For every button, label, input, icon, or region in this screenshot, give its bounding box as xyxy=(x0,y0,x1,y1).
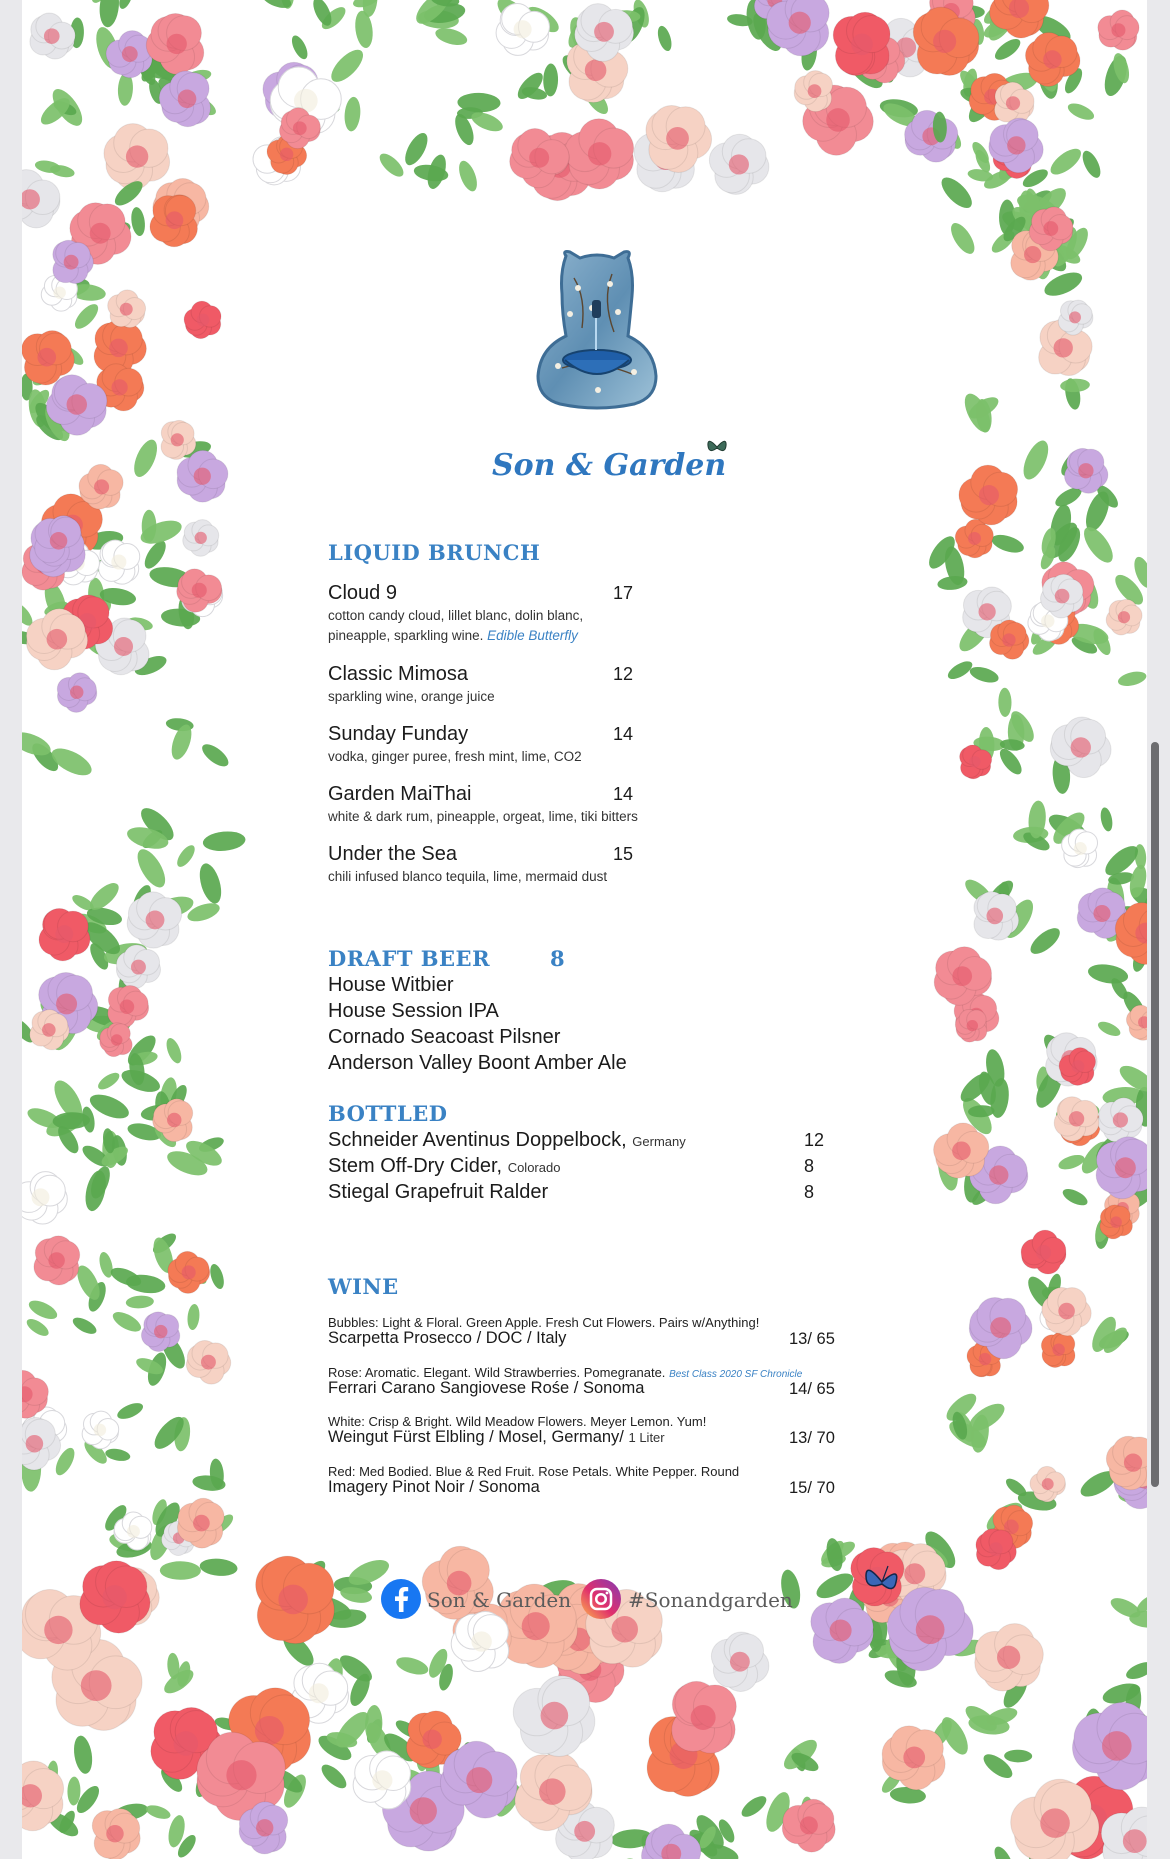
wine-size: 1 Liter xyxy=(628,1430,665,1445)
item-desc-under-the-sea: chili infused blanco tequila, lime, mermaid dust xyxy=(328,869,608,884)
item-price-cloud-9: 17 xyxy=(613,583,634,603)
butterfly-icon xyxy=(860,1560,904,1600)
facebook-handle: Son & Garden xyxy=(427,1588,572,1612)
bottled-item-price: 12 xyxy=(804,1130,825,1150)
wine-name: Imagery Pinot Noir / Sonoma xyxy=(328,1478,540,1496)
wine-desc xyxy=(328,1365,802,1380)
instagram-handle: #Sonandgarden xyxy=(628,1588,793,1612)
wine-price: 13/ 65 xyxy=(789,1330,835,1348)
bottled-item-origin: Colorado xyxy=(507,1160,561,1175)
draft-beer-item: House Witbier xyxy=(328,974,454,996)
wine-price: 15/ 70 xyxy=(789,1479,835,1497)
draft-beer-item: House Session IPA xyxy=(328,1000,499,1022)
butterfly-icon xyxy=(705,436,729,458)
wine-desc: Bubbles: Light & Floral. Green Apple. Fresh Cut Flowers. Pairs w/Anything! xyxy=(328,1315,760,1330)
liquid-brunch-heading: LIQUID BRUNCH xyxy=(328,540,541,565)
item-price-classic-mimosa: 12 xyxy=(613,664,634,684)
bottled-item xyxy=(328,1129,686,1152)
instagram-icon xyxy=(580,1578,622,1620)
item-price-sunday-funday: 14 xyxy=(613,724,634,744)
brand-name: Son & Garden xyxy=(492,448,727,483)
wine-price: 13/ 70 xyxy=(789,1429,835,1447)
bottled-item-price: 8 xyxy=(804,1156,815,1176)
item-desc-garden-maithai: white & dark rum, pineapple, orgeat, lime, tiki bitters xyxy=(328,809,638,824)
bottled-item-name: Stiegal Grapefruit Ralder xyxy=(328,1181,549,1203)
draft-beer-price: 8 xyxy=(550,946,566,971)
bottled-item-name: Stem Off-Dry Cider, xyxy=(328,1155,503,1177)
item-name-under-the-sea: Under the Sea xyxy=(328,843,457,865)
wine-name: Scarpetta Prosecco / DOC / Italy xyxy=(328,1329,567,1347)
item-desc-cloud-9-text: pineapple, sparkling wine. xyxy=(328,628,484,643)
wine-name: Ferrari Carano Sangiovese Rośe / Sonoma xyxy=(328,1379,645,1397)
menu-page xyxy=(22,0,1147,1859)
item-desc-cloud-9-line2 xyxy=(328,628,578,643)
item-name-classic-mimosa: Classic Mimosa xyxy=(328,663,469,685)
wine-desc: White: Crisp & Bright. Wild Meadow Flowers. Meyer Lemon. Yum! xyxy=(328,1414,707,1429)
facebook-icon xyxy=(380,1578,422,1620)
bottled-item-name: Schneider Aventinus Doppelbock, xyxy=(328,1129,627,1151)
scrollbar[interactable] xyxy=(1151,742,1159,1487)
wine-price: 14/ 65 xyxy=(789,1380,835,1398)
item-name-sunday-funday: Sunday Funday xyxy=(328,723,469,745)
wine-name xyxy=(328,1428,665,1447)
draft-beer-item: Cornado Seacoast Pilsner xyxy=(328,1026,561,1048)
item-desc-classic-mimosa: sparkling wine, orange juice xyxy=(328,689,495,704)
item-price-garden-maithai: 14 xyxy=(613,784,634,804)
draft-beer-item: Anderson Valley Boont Amber Ale xyxy=(328,1052,627,1074)
wine-desc-text: Rose: Aromatic. Elegant. Wild Strawberries. Pomegranate. xyxy=(328,1365,666,1380)
bottled-item-price: 8 xyxy=(804,1182,815,1202)
edible-butterfly-note: Edible Butterfly xyxy=(487,628,578,643)
wine-desc: Red: Med Bodied. Blue & Red Fruit. Rose Petals. White Pepper. Round xyxy=(328,1464,740,1479)
wine-name-text: Weingut Fürst Elbling / Mosel, Germany/ xyxy=(328,1428,624,1446)
item-price-under-the-sea: 15 xyxy=(613,844,634,864)
wine-award-note: Best Class 2020 SF Chronicle xyxy=(669,1369,803,1380)
bottled-item xyxy=(328,1181,548,1204)
bear-logo-icon xyxy=(522,248,672,423)
wine-heading: WINE xyxy=(328,1274,399,1299)
draft-beer-heading: DRAFT BEER xyxy=(328,946,491,971)
item-desc-sunday-funday: vodka, ginger puree, fresh mint, lime, CO2 xyxy=(328,749,582,764)
item-name-garden-maithai: Garden MaiThai xyxy=(328,783,472,805)
bottled-item-origin: Germany xyxy=(632,1134,686,1149)
bottled-item xyxy=(328,1155,560,1178)
item-desc-cloud-9: cotton candy cloud, lillet blanc, dolin blanc, xyxy=(328,608,584,623)
item-name-cloud-9: Cloud 9 xyxy=(328,582,397,604)
bottled-heading: BOTTLED xyxy=(328,1101,448,1126)
